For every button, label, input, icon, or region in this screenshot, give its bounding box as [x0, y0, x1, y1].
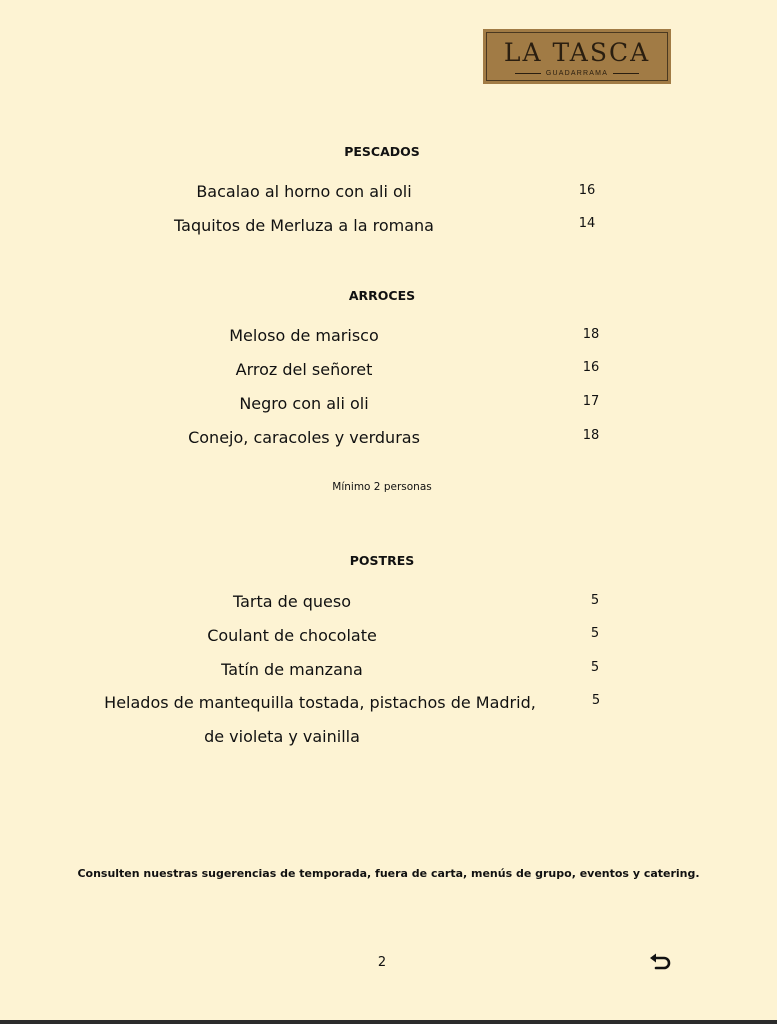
- back-arrow-icon: [648, 951, 674, 975]
- section-title-postres: POSTRES: [349, 553, 415, 568]
- menu-item-name: Taquitos de Merluza a la romana: [174, 216, 434, 235]
- footer-note: Consulten nuestras sugerencias de temporada, fuera de carta, menús de grupo, eventos y catering.: [77, 867, 700, 880]
- logo-subtitle-text: GUADARRAMA: [545, 70, 609, 77]
- section-title-pescados: PESCADOS: [344, 144, 420, 159]
- section-title-arroces: ARROCES: [348, 288, 416, 303]
- logo-subtitle: [487, 70, 667, 77]
- minimum-persons-note: Mínimo 2 personas: [332, 481, 432, 493]
- menu-item-name: Negro con ali oli: [239, 394, 369, 413]
- menu-item-name: Coulant de chocolate: [207, 626, 377, 645]
- menu-item-name: Tarta de queso: [232, 592, 352, 611]
- menu-item-name: Bacalao al horno con ali oli: [196, 182, 412, 201]
- menu-item-name: Helados de mantequilla tostada, pistachos de Madrid,: [104, 693, 536, 712]
- logo-title: LA TASCA: [503, 38, 651, 67]
- menu-item-price: 14: [578, 216, 596, 231]
- bottom-bar: [0, 1020, 777, 1024]
- menu-item-price: 16: [582, 360, 600, 375]
- back-button[interactable]: [648, 951, 674, 975]
- menu-item-name: Tatín de manzana: [221, 660, 363, 679]
- menu-item-name-continued: de violeta y vainilla: [204, 727, 360, 746]
- page-number: 2: [377, 955, 387, 970]
- menu-item-price: 5: [590, 593, 600, 608]
- menu-item-price: 16: [578, 183, 596, 198]
- menu-item-price: 18: [582, 428, 600, 443]
- menu-item-name: Meloso de marisco: [229, 326, 379, 345]
- restaurant-logo: [483, 29, 671, 84]
- menu-item-price: 17: [582, 394, 600, 409]
- menu-item-name: Conejo, caracoles y verduras: [188, 428, 420, 447]
- menu-item-price: 5: [590, 626, 600, 641]
- menu-item-price: 5: [591, 693, 601, 708]
- menu-item-price: 5: [590, 660, 600, 675]
- menu-item-name: Arroz del señoret: [235, 360, 373, 379]
- menu-item-price: 18: [582, 327, 600, 342]
- logo-frame: [486, 32, 668, 81]
